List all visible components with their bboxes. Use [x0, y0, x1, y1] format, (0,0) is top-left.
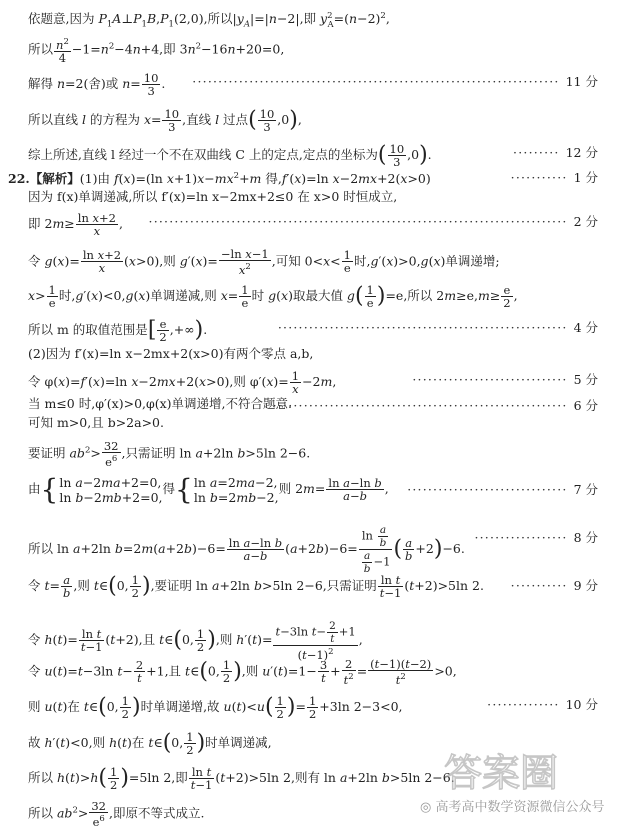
text-line: 22.【解析】(1)由 f(x)=(ln $x+1)x-mx^2+m$ 得,f′(x)=ln x−2mx+2(x>0) — [8, 171, 431, 187]
text-line: (2)因为 f′(x)=ln x−2mx+2(x>0)有两个零点 a,b, — [28, 346, 314, 361]
score-9: ··········· 9 分 — [510, 578, 598, 593]
text-line: 令 φ(x)=f′(x)=ln x−2mx+2(x>0),则 φ′(x)= $\frac{1}{x}$ −2m, — [28, 369, 337, 396]
analysis-tag: 【解析】 — [29, 171, 80, 187]
score-8: ·················· 8 分 — [474, 530, 598, 545]
text-line: 依题意,因为 $P_1A\perp P_1B,P_1(2,0)$,所以$|y_A|=|n-2|$,即 $y^2_A=(n-2)^2$, — [28, 11, 390, 30]
text-line: 解得 n=2(舍)或 n= $\frac{10}{3}$ . — [28, 71, 166, 98]
m-range-text: 所以 m 的取值范围是 — [28, 322, 148, 337]
text-line: 所以 m 的取值范围是[ $\frac{e}{2}$ ,+∞). — [28, 317, 208, 344]
wechat-icon: ◎ — [420, 800, 432, 815]
text-line: x> $\frac{1}{e}$ 时,g′(x)<0,g(x)单调递减,则 x= $\frac{1}{e}$ 时 g(x)取最大值 g( $\frac{1}{e}$ )=e,所以 2m≥e,m≥ $\frac{e}{2}$ , — [28, 283, 518, 310]
text-line: 所以 h(t)>h( $\frac{1}{2}$ )=5ln 2,即 $\frac{\text{ln t}}{t-1}$ (t+2)>5ln 2,则有 ln a+2ln b>5ln 2−6. — [28, 765, 455, 792]
text-line: 令 h(t)= $\frac{\text{ln t}}{t-1}$ (t+2),且 t∈(0, $\frac{1}{2}$ ),则 h′(t)= t−3ln t− $\frac{2}{t}$ +1 $(t-1)^2$ , — [28, 620, 363, 662]
score-7: ······························· 7 分 — [407, 482, 598, 497]
score-1: ··········· 1 分 — [510, 170, 598, 185]
score-2: ················································································· 2 分 — [148, 214, 598, 229]
text-line: 即 2m≥ $\frac{\text{ln x+2}}{x}$ , — [28, 211, 123, 238]
watermark-logo — [440, 746, 590, 796]
watermark-line1: 答案圈 — [444, 751, 559, 795]
text-line: 可知 m>0,且 b>2a>0. — [28, 415, 164, 430]
score-5: ······························ 5 分 — [412, 372, 598, 387]
text-line: 所以直线 l 的方程为 x= $\frac{10}{3}$ ,直线 l 过点( $\frac{10}{3}$ ,0), — [28, 107, 302, 134]
text-line: 则 u(t)在 t∈(0, $\frac{1}{2}$ )时单调递增,故 u(t)<u( $\frac{1}{2}$ )= $\frac{1}{2}$ +3ln 2−3<0, — [28, 694, 403, 721]
watermark-caption — [420, 796, 605, 815]
text-line: 因为 f(x)单调递减,所以 f′(x)=ln x−2mx+2≤0 在 x>0 时恒成立, — [28, 189, 398, 204]
text-line: 由{ln a−2ma+2=0, ln b−2mb+2=0,得{ln a=2ma−2, ln b=2mb−2,则 2m= $\frac{\text{ln a−ln b}}{a-b}$ , — [28, 472, 389, 506]
text-line: 令 g(x)= $\frac{\text{ln x+2}}{x}$ (x>0),则 g′(x)= $\frac{\text{−ln x−1}}{x^2}$ ,可知 0<x< $\frac{1}{e}$ 时,g′(x)>0,g(x)单调递增; — [28, 247, 500, 277]
score-4: ························································ 4 分 — [277, 320, 598, 335]
text-line: 要证明 $ab^2>$ $\frac{32}{e^6}$ ,只需证明 ln a+2ln b>5ln 2−6. — [28, 439, 311, 469]
part-label: (1) — [79, 171, 98, 187]
score-10: ·············· 10 分 — [487, 697, 598, 712]
text-line: 令 t= $\frac{a}{b}$ ,则 t∈(0, $\frac{1}{2}$ ),要证明 ln a+2ln b>5ln 2−6,只需证明 $\frac{\text{ln t}}{t-1}$ (t+2)>5ln 2. — [28, 573, 484, 600]
problem-number: 22. — [8, 171, 30, 187]
conclusion-text: 综上所述,直线 l 经过一个不在双曲线 C 上的定点,定点的坐标为 — [28, 147, 378, 162]
excluded-root: 2(舍) — [75, 76, 106, 91]
text-line: 令 u(t)=t−3ln t− $\frac{2}{t}$ +1,且 t∈(0, $\frac{1}{2}$ ),则 u′(t)=1− $\frac{3}{t}$ + $\frac{2}{t^2}$ = $\frac{(t-1)(t-2)}{t^2}$ >0, — [28, 657, 457, 687]
watermark-line2: 高考高中数学资源微信公众号 — [435, 800, 605, 815]
text-line: 当 m≤0 时,φ′(x)>0,φ(x)单调递增,不符合题意. — [28, 396, 292, 411]
text-line: 综上所述,直线 l 经过一个不在双曲线 C 上的定点,定点的坐标为( $\frac{10}{3}$ ,0). — [28, 142, 432, 169]
score-12: ········· 12 分 — [513, 145, 598, 160]
score-6: ························································· 6 分 — [272, 398, 598, 413]
text-line: 所以 $ab^2>$ $\frac{32}{e^6}$ ,即原不等式成立. — [28, 799, 205, 829]
score-11: ······································································· 11 分 — [192, 74, 598, 89]
text-line: 所以 $\frac{n^2}{4}$ $-1=n^2-4n+4$,即 $3n^2-16n+20=0$, — [28, 37, 285, 65]
text-line: 故 h′(t)<0,则 h(t)在 t∈(0, $\frac{1}{2}$ )时单调递减, — [28, 730, 272, 757]
text-line: 所以 ln a+2ln b=2m(a+2b)−6= $\frac{\text{ln a−ln b}}{a-b}$ (a+2b)−6= ln $\frac{a}{b}$ $\frac{a}{b}$ −1 ( $\frac{a}{b}$ +2)−6. — [28, 524, 465, 575]
